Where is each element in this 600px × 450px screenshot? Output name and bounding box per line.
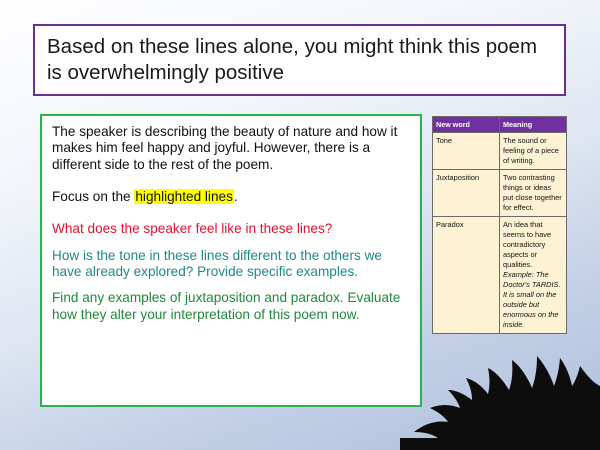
question-1: What does the speaker feel like in these lines? (52, 221, 333, 237)
vocabulary-table (432, 116, 567, 334)
focus-text-prefix: Focus on the (52, 188, 135, 204)
table-header-row (433, 117, 567, 133)
body-paragraph-1: The speaker is describing the beauty of nature and how it makes him feel happy and joyful. However, there is a different side to the rest of the poem. (52, 124, 398, 172)
table-row (433, 133, 567, 170)
column-header-meaning: Meaning (500, 117, 567, 133)
cell-meaning-juxtaposition: Two contrasting things or ideas put close together for effect. (500, 169, 567, 216)
cell-meaning-paradox (500, 216, 567, 333)
focus-text-suffix: . (233, 188, 238, 204)
cell-word-tone: Tone (433, 133, 500, 170)
slide-title-box (33, 24, 566, 96)
paradox-example: Example: The Doctor's TARDIS. It is small on the outside but enormous on the inside. (503, 269, 561, 329)
page-title: Based on these lines alone, you might think this poem is overwhelmingly positive (47, 35, 538, 84)
question-2: How is the tone in these lines different to the others we have already explored? Provide specific examples. (52, 247, 382, 279)
cell-word-paradox: Paradox (433, 216, 500, 333)
question-3: Find any examples of juxtaposition and paradox. Evaluate how they alter your interpretation of this poem now. (52, 290, 401, 322)
table-row (433, 169, 567, 216)
crowd-silhouette-decoration (400, 330, 600, 450)
cell-word-juxtaposition: Juxtaposition (433, 169, 500, 216)
body-paragraph-2 (52, 189, 410, 205)
highlighted-phrase: highlighted lines (135, 188, 233, 204)
table-row (433, 216, 567, 333)
slide-body-box (40, 114, 422, 407)
cell-meaning-tone: The sound or feeling of a piece of writing. (500, 133, 567, 170)
column-header-new-word: New word (433, 117, 500, 133)
paradox-definition: An idea that seems to have contradictory aspects or qualities. (503, 219, 552, 269)
